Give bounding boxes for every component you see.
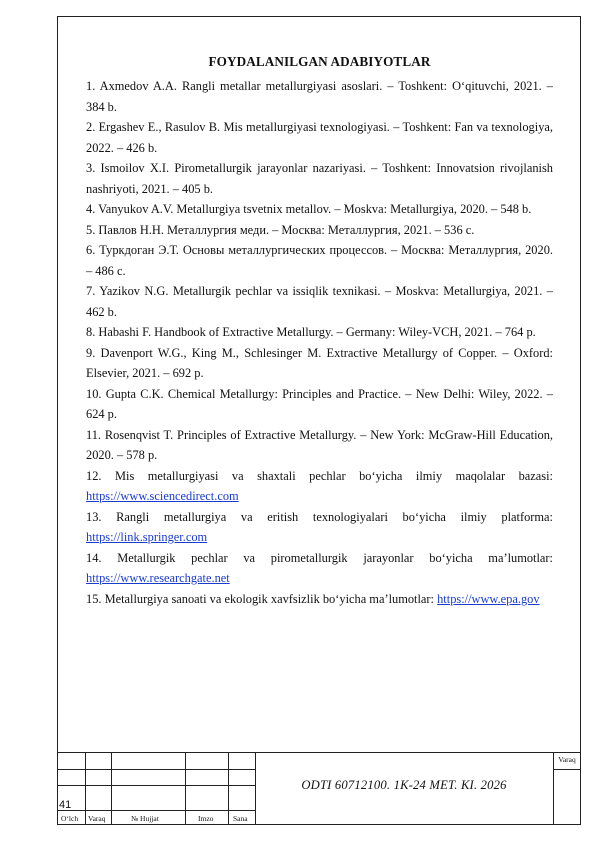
section-heading: FOYDALANILGAN ADABIYOTLAR [208,54,431,69]
reference-link[interactable]: https://www.epa.gov [437,591,540,606]
reference-item [86,199,553,220]
reference-text: 15. Metallurgiya sanoati va ekologik xavfsizlik bo‘yicha ma’lumotlar: [86,591,434,606]
reference-item [86,158,553,199]
reference-text: 13. Rangli metallurgiya va eritish texnologiyalari bo‘yicha ilmiy platforma: [86,509,553,524]
reference-text: 12. Mis metallurgiyasi va shaxtali pechlar bo‘yicha ilmiy maqolalar bazasi: [86,468,553,483]
document-code: ODTI 60712100. 1K-24 MET. KI. 2026 [301,778,507,792]
page-number: 41 [59,799,72,811]
reference-text: 11. Rosenqvist T. Principles of Extractive Metallurgy. – New York: McGraw-Hill Education, 2020. – 578 p. [86,427,553,462]
reference-item [86,281,553,322]
reference-item [86,384,553,425]
reference-text: 2. Ergashev E., Rasulov B. Mis metallurgiyasi texnologiyasi. – Toshkent: Fan va texnologiya, 2022. – 426 b. [86,120,553,155]
reference-item [86,76,553,117]
reference-item [86,425,553,466]
reference-text: 3. Ismoilov X.I. Pirometallurgik jarayonlar nazariyasi. – Toshkent: Innovatsion rivojlanish nashriyoti, 2021. – 405 b. [86,161,553,196]
reference-text: 10. Gupta C.K. Chemical Metallurgy: Principles and Practice. – New Delhi: Wiley, 2022. – 624 p. [86,386,553,421]
reference-item [86,548,553,589]
reference-text: 8. Habashi F. Handbook of Extractive Metallurgy. – Germany: Wiley-VCH, 2021. – 764 p. [86,325,536,339]
reference-text: 6. Туркдоган Э.Т. Основы металлургических процессов. – Москва: Металлургия, 2020. – 486 с. [86,243,553,278]
reference-item [86,322,553,343]
sheet-label: Varaq [558,755,576,764]
col-varaq-label: Varaq [88,814,106,823]
title-block [57,752,581,825]
reference-list [86,76,553,609]
reference-item [86,343,553,384]
reference-link[interactable]: https://link.springer.com [86,530,208,544]
reference-item [86,589,553,610]
reference-text: 5. Павлов Н.Н. Металлургия меди. – Москва: Металлургия, 2021. – 536 с. [86,222,475,237]
references-section [86,54,553,609]
reference-item [86,507,553,548]
col-olch-label: O‘lch [61,814,79,823]
reference-text: 1. Axmedov A.A. Rangli metallar metallurgiyasi asoslari. – Toshkent: O‘qituvchi, 2021. – 384 b. [86,79,553,114]
col-hujjat-label: № Hujjat [131,814,159,823]
reference-item [86,240,553,281]
reference-item [86,117,553,158]
reference-item [86,220,553,241]
reference-link[interactable]: https://www.sciencedirect.com [86,489,239,503]
reference-text: 7. Yazikov N.G. Metallurgik pechlar va issiqlik texnikasi. – Moskva: Metallurgiya, 2021. – 462 b. [86,284,553,319]
col-imzo-label: Imzo [198,814,214,823]
reference-link[interactable]: https://www.researchgate.net [86,571,230,585]
reference-text: 4. Vanyukov A.V. Metallurgiya tsvetnix metallov. – Moskva: Metallurgiya, 2020. – 548 b. [86,202,532,216]
reference-text: 14. Metallurgik pechlar va pirometallurgik jarayonlar bo‘yicha ma’lumotlar: [86,550,553,565]
reference-text: 9. Davenport W.G., King M., Schlesinger M. Extractive Metallurgy of Copper. – Oxford: Elsevier, 2021. – 692 p. [86,345,553,380]
reference-item [86,466,553,507]
col-sana-label: Sana [233,814,248,823]
